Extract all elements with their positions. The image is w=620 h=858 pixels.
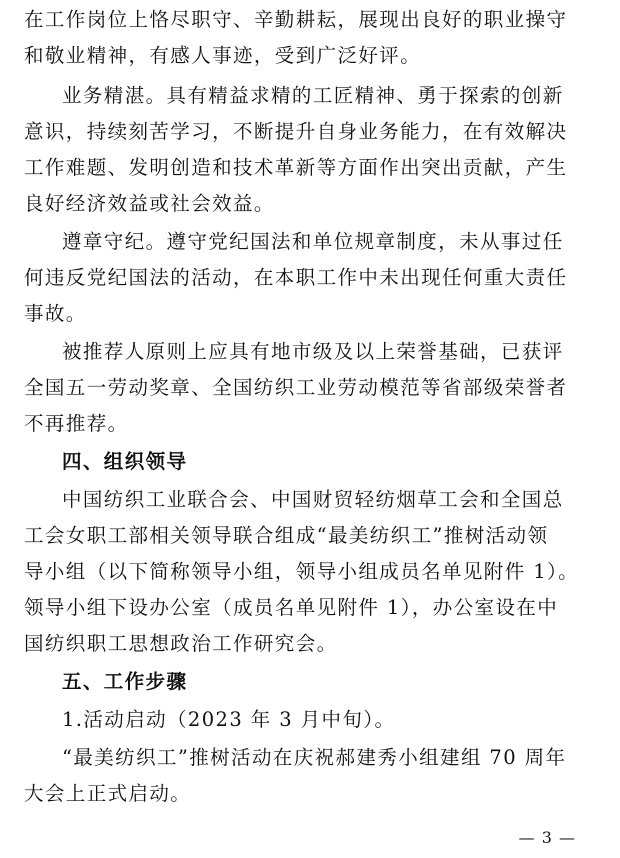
body-line: 何违反党纪国法的活动，在本职工作中未出现任何重大责任 [24, 266, 568, 289]
page-number: — 3 — [518, 828, 576, 847]
body-line: 领导小组下设办公室（成员名单见附件 1），办公室设在中 [24, 596, 559, 619]
body-line: 事故。 [24, 302, 87, 325]
body-line: 国纺织职工思想政治工作研究会。 [24, 632, 338, 655]
body-line: 和敬业精神，有感人事迹，受到广泛好评。 [24, 44, 422, 67]
body-line: 不再推荐。 [24, 412, 129, 435]
paragraph-launch: “最美纺织工”推树活动在庆祝郝建秀小组建组 70 周年 [62, 746, 567, 769]
body-line: 工会女职工部相关领导联合组成“最美纺织工”推树活动领 [24, 524, 549, 547]
section-heading-organization: 四、组织领导 [62, 450, 188, 473]
body-line: 在工作岗位上恪尽职守、辛勤耕耘，展现出良好的职业操守 [24, 8, 568, 31]
body-line: 意识，持续刻苦学习，不断提升自身业务能力，在有效解决 [24, 120, 568, 143]
step-launch: 1.活动启动（2023 年 3 月中旬）。 [62, 708, 396, 731]
body-line: 全国五一劳动奖章、全国纺织工业劳动模范等省部级荣誉者 [24, 376, 568, 399]
body-line: 导小组（以下简称领导小组，领导小组成员名单见附件 1）。 [24, 560, 580, 583]
paragraph-organization: 中国纺织工业联合会、中国财贸轻纺烟草工会和全国总 [62, 488, 564, 511]
body-line: 工作难题、发明创造和技术革新等方面作出突出贡献，产生 [24, 156, 568, 179]
body-line: 大会上正式启动。 [24, 782, 192, 805]
paragraph-discipline: 遵章守纪。遵守党纪国法和单位规章制度，未从事过任 [62, 230, 564, 253]
paragraph-recommendation: 被推荐人原则上应具有地市级及以上荣誉基础，已获评 [62, 340, 564, 363]
body-line: 良好经济效益或社会效益。 [24, 192, 275, 215]
section-heading-steps: 五、工作步骤 [62, 670, 188, 693]
paragraph-business: 业务精湛。具有精益求精的工匠精神、勇于探索的创新 [62, 84, 564, 107]
